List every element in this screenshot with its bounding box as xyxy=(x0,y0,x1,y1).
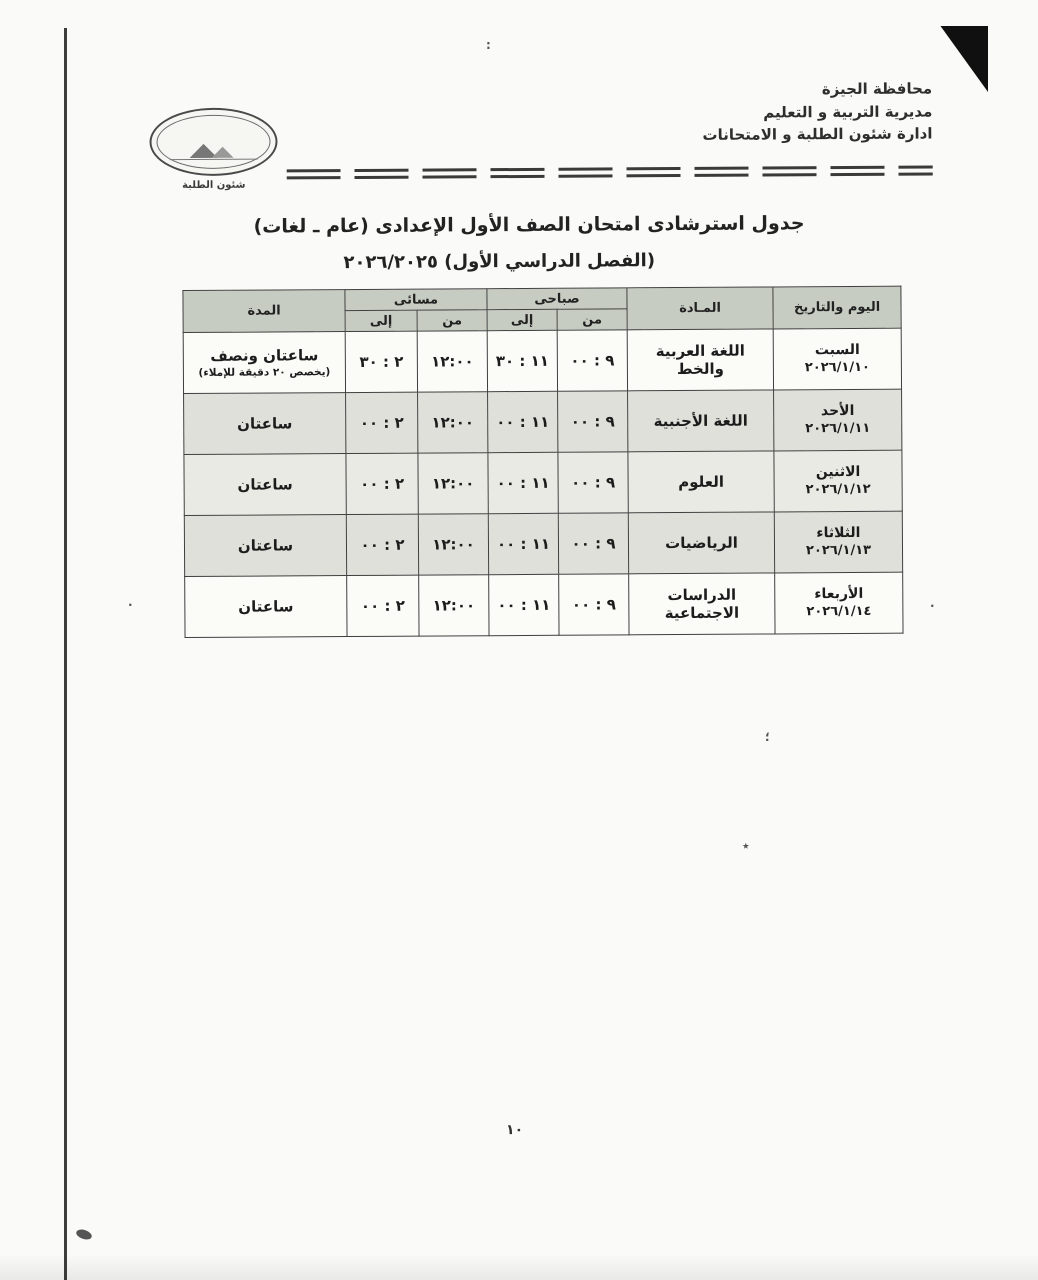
separator-line xyxy=(287,165,933,172)
table-body xyxy=(183,328,903,637)
day-name: الثلاثاء xyxy=(816,525,861,542)
exam-date: ٢٠٢٦/١/١١ xyxy=(805,420,871,436)
department-stamp xyxy=(146,107,281,204)
governorate-name: محافظة الجيزة xyxy=(821,79,933,99)
stamp-pyramid-icon xyxy=(212,147,234,158)
table-row xyxy=(184,511,902,576)
morning-to-cell: ١١ : ٠٠ xyxy=(489,574,559,635)
duration-text: ساعتان ونصف xyxy=(210,346,319,365)
header-evening: مسائى xyxy=(345,289,487,311)
header-morning-to: إلى xyxy=(487,309,557,330)
evening-from-cell: ١٢:٠٠ xyxy=(418,514,488,575)
subject-cell: الدراسات الاجتماعية xyxy=(629,573,775,635)
day-date-cell xyxy=(774,511,902,573)
evening-to-cell: ٢ : ٠٠ xyxy=(346,392,418,453)
duration-cell: ساعتان xyxy=(185,576,347,638)
evening-to-cell: ٢ : ٠٠ xyxy=(346,514,418,575)
duration-cell: ساعتان xyxy=(184,515,346,577)
stamp-oval-emblem-icon xyxy=(149,107,277,176)
morning-from-cell: ٩ : ٠٠ xyxy=(557,330,627,391)
duration-cell: ساعتان xyxy=(184,393,346,455)
exam-date: ٢٠٢٦/١/١٠ xyxy=(804,359,870,375)
morning-from-cell: ٩ : ٠٠ xyxy=(559,574,629,635)
subject-cell: العلوم xyxy=(628,451,774,513)
evening-from-cell: ١٢:٠٠ xyxy=(418,392,488,453)
morning-to-cell: ١١ : ٠٠ xyxy=(488,513,558,574)
morning-to-cell: ١١ : ٣٠ xyxy=(487,330,557,391)
table-row xyxy=(184,450,902,515)
admin-header xyxy=(702,77,932,146)
header-separator xyxy=(287,165,933,179)
day-name: السبت xyxy=(814,342,860,359)
evening-to-cell: ٢ : ٣٠ xyxy=(345,331,417,392)
day-date-cell xyxy=(775,572,903,634)
header-morning-from: من xyxy=(557,309,627,330)
day-date-cell xyxy=(773,328,901,390)
subject-cell: اللغة العربية والخط xyxy=(627,329,773,391)
administration-name: ادارة شئون الطلبة و الامتحانات xyxy=(702,124,933,144)
header-duration: المدة xyxy=(183,290,345,333)
duration-note: (يخصص ٢٠ دقيقة للإملاء) xyxy=(198,366,331,379)
duration-cell xyxy=(183,332,345,394)
document-title: جدول استرشادى امتحان الصف الأول الإعدادى (عام ـ لغات) xyxy=(253,212,805,238)
stamp-caption: شئون الطلبة xyxy=(182,179,246,192)
morning-to-cell: ١١ : ٠٠ xyxy=(488,391,558,452)
header-evening-from: من xyxy=(417,310,487,331)
header-evening-to: إلى xyxy=(345,310,417,331)
table-row xyxy=(183,328,901,393)
scan-speck: · xyxy=(128,598,133,612)
exam-date: ٢٠٢٦/١/١٢ xyxy=(805,481,871,497)
exam-date: ٢٠٢٦/١/١٤ xyxy=(806,603,872,619)
table-row xyxy=(185,572,903,637)
header-day-date: اليوم والتاريخ xyxy=(773,286,901,329)
evening-from-cell: ١٢:٠٠ xyxy=(418,453,488,514)
day-name: الاثنين xyxy=(815,464,861,481)
evening-from-cell: ١٢:٠٠ xyxy=(419,575,489,636)
duration-cell: ساعتان xyxy=(184,454,346,516)
subject-cell: الرياضيات xyxy=(628,512,774,574)
header-morning: صباحى xyxy=(487,288,627,310)
day-name: الأحد xyxy=(820,403,855,420)
directorate-name: مديرية التربية و التعليم xyxy=(763,101,933,122)
day-date-cell xyxy=(774,389,902,451)
exam-schedule-table xyxy=(182,286,903,638)
header-subject: المـادة xyxy=(627,287,773,330)
morning-from-cell: ٩ : ٠٠ xyxy=(558,391,628,452)
scan-speck: . xyxy=(930,596,935,610)
day-name: الأربعاء xyxy=(814,586,864,603)
evening-to-cell: ٢ : ٠٠ xyxy=(346,453,418,514)
scan-speck: ٭ xyxy=(742,838,750,854)
stamp-inner-ring xyxy=(156,115,270,170)
scan-speck: : xyxy=(486,38,491,52)
page-number: ١٠ xyxy=(505,1121,524,1139)
evening-from-cell: ١٢:٠٠ xyxy=(417,331,487,392)
separator-line xyxy=(287,172,933,179)
morning-from-cell: ٩ : ٠٠ xyxy=(558,452,628,513)
table-row xyxy=(184,389,902,454)
morning-to-cell: ١١ : ٠٠ xyxy=(488,452,558,513)
document-subtitle: (الفصل الدراسي الأول) ٢٠٢٦/٢٠٢٥ xyxy=(343,250,656,274)
morning-from-cell: ٩ : ٠٠ xyxy=(558,513,628,574)
scan-speck: ؛ xyxy=(765,730,770,744)
exam-date: ٢٠٢٦/١/١٣ xyxy=(805,542,872,558)
evening-to-cell: ٢ : ٠٠ xyxy=(347,575,419,636)
day-date-cell xyxy=(774,450,902,512)
table-header xyxy=(183,286,901,332)
subject-cell: اللغة الأجنبية xyxy=(628,390,774,452)
